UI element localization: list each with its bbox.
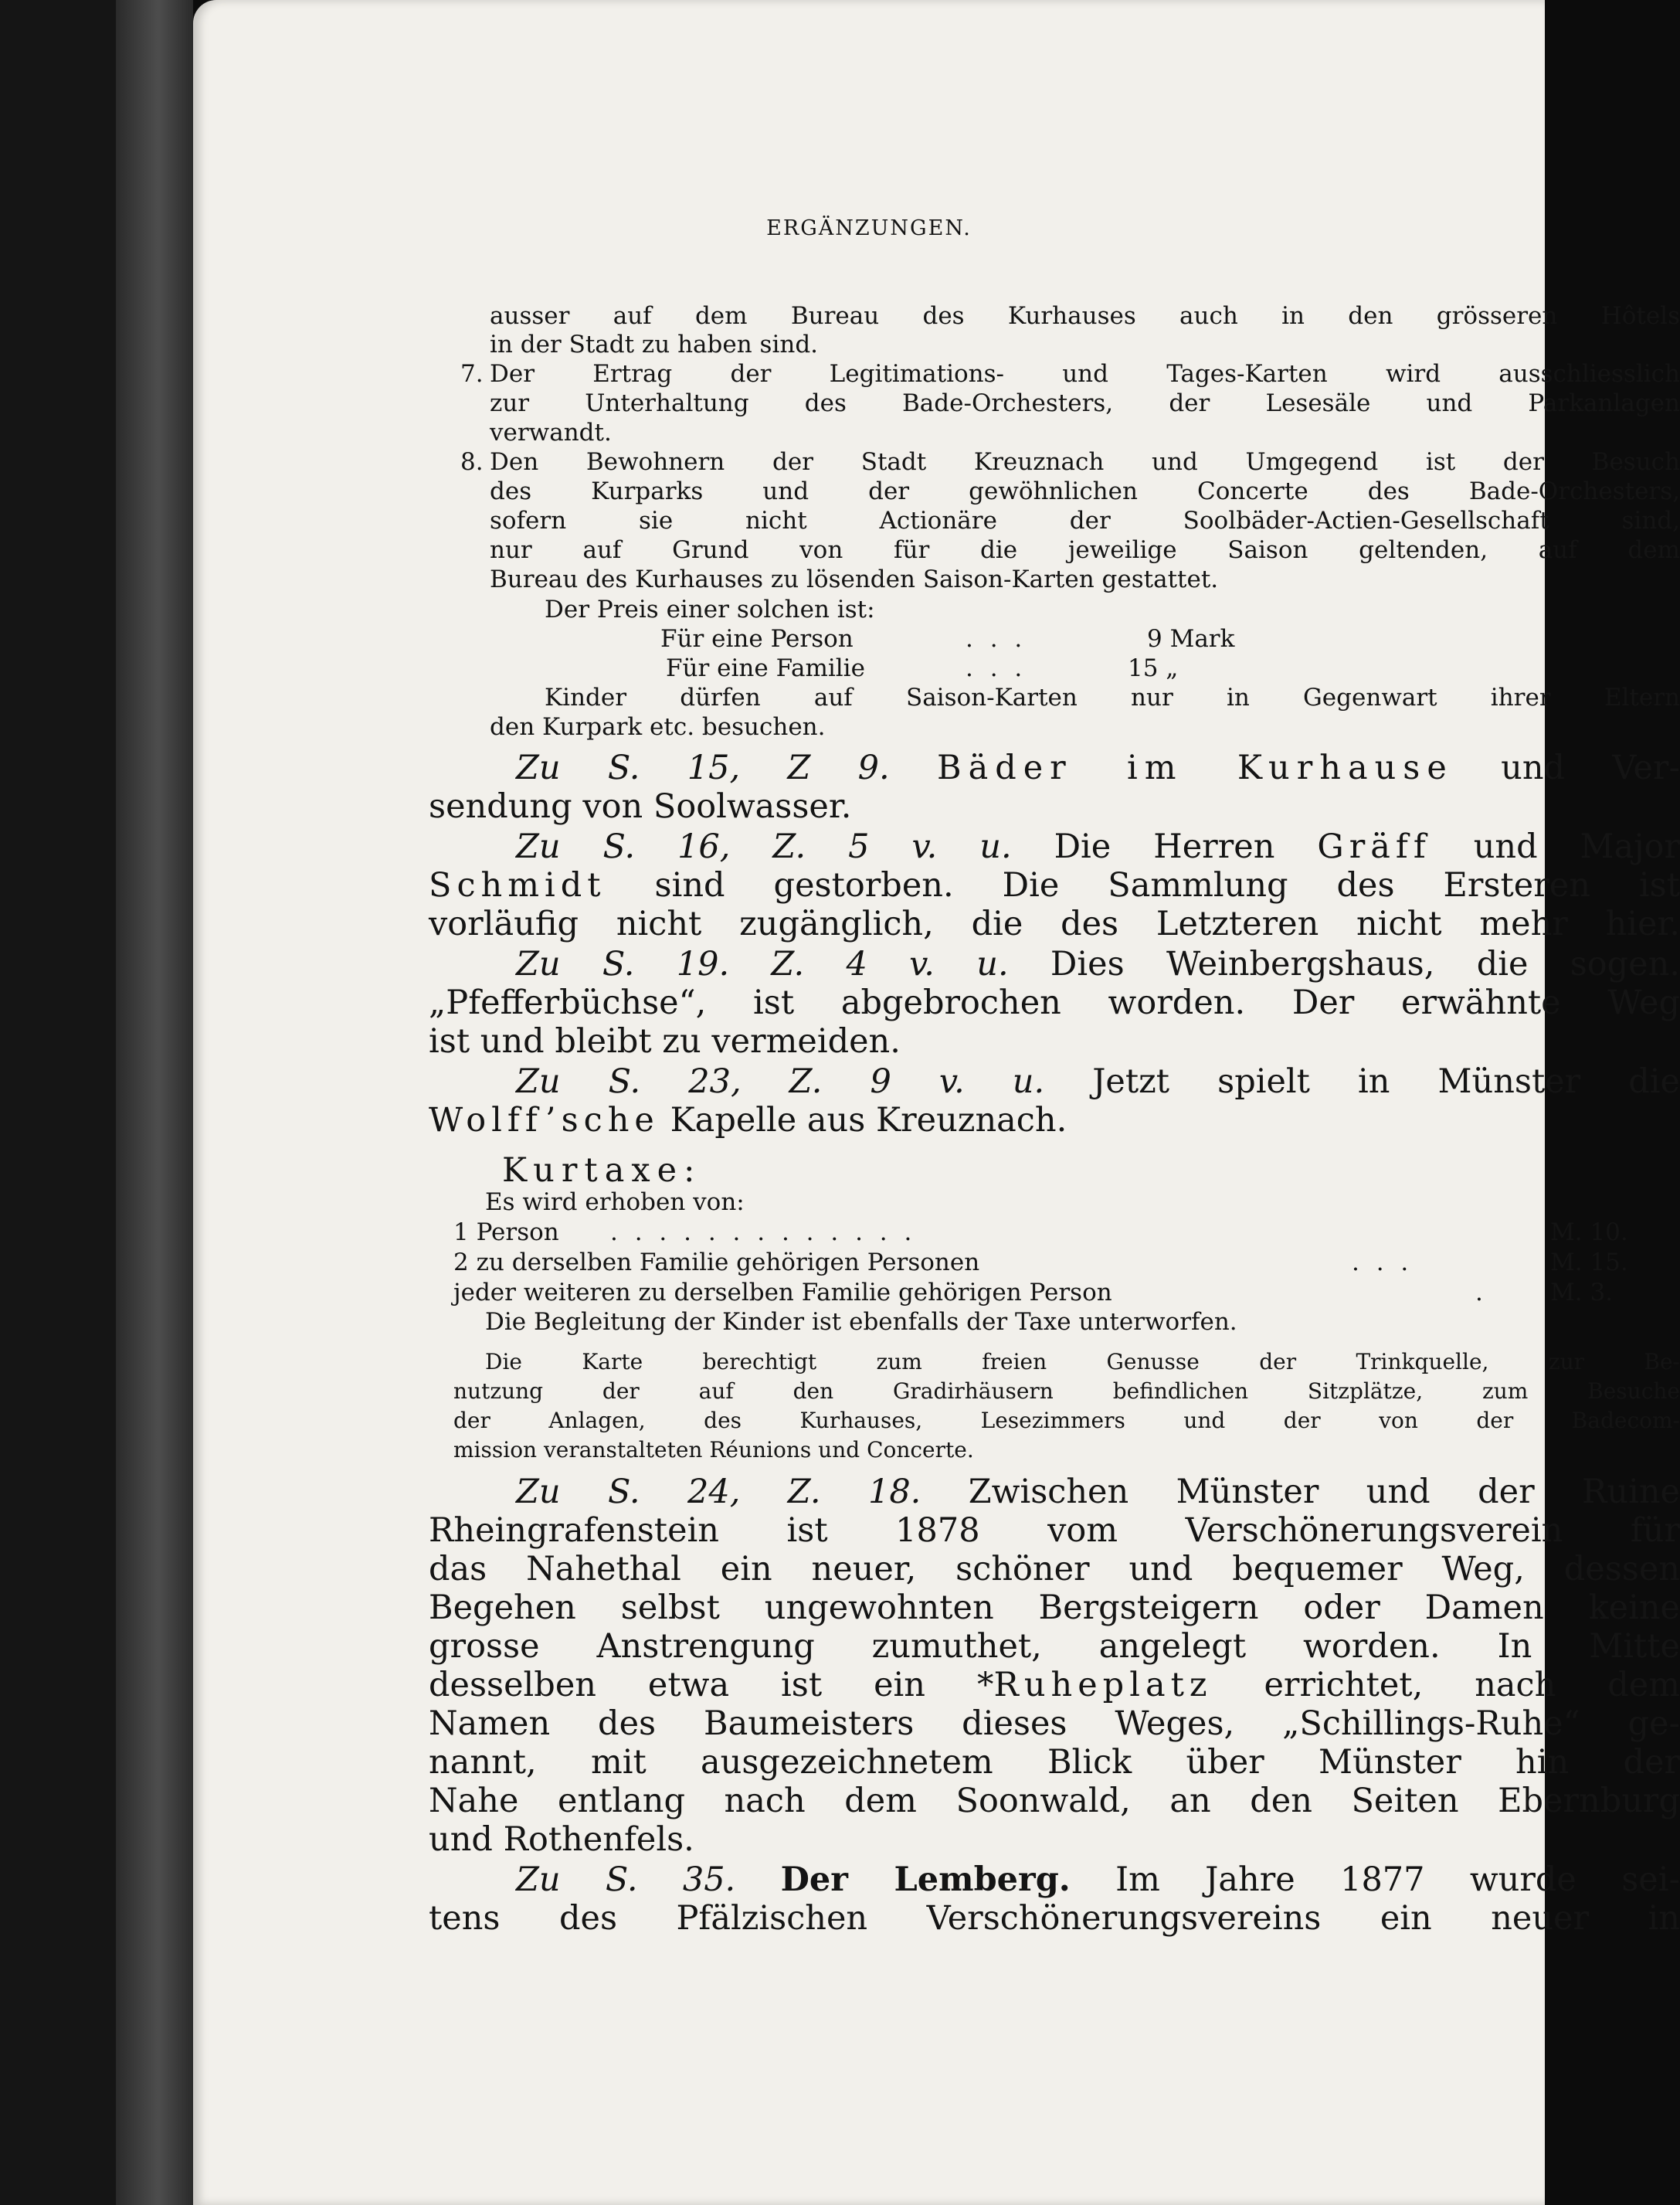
tax-leader: . . . . . . . . . . . . . (610, 1218, 917, 1246)
text-line: Zu S. 19. Z. 4 v. u. Dies Weinbergshaus, die sogen. (516, 945, 1680, 984)
text-line: ist und bleibt zu vermeiden. (429, 1022, 901, 1061)
page-reference: Zu S. 16, Z. 5 v. u. (516, 827, 1012, 866)
text-line: Bureau des Kurhauses zu lösenden Saison-Karten gestattet. (490, 566, 1219, 593)
page-reference: Zu S. 35. (516, 1860, 736, 1899)
text-line: grosse Anstrengung zumuthet, angelegt worden. In Mitte (429, 1627, 1680, 1666)
note-line: der Anlagen, des Kurhauses, Lesezimmers und der von der Badecom- (453, 1408, 1680, 1433)
text-line: sendung von Soolwasser. (429, 787, 852, 826)
page-reference: Zu S. 24, Z. 18. (516, 1473, 921, 1511)
text-line: „Pfefferbüchse“, ist abgebrochen worden. Der erwähnte Weg (429, 984, 1680, 1022)
book-page (193, 0, 1680, 2205)
text-line: tens des Pfälzischen Verschönerungsvereins ein neuer in (429, 1899, 1680, 1938)
text-line: in der Stadt zu haben sind. (490, 331, 819, 358)
tax-label: jeder weiteren zu derselben Familie gehörigen Person (453, 1279, 1112, 1306)
tax-leader: . (1475, 1279, 1488, 1306)
text-line: Zu S. 15, Z 9. Bäder im Kurhause und Ver- (516, 749, 1680, 787)
text-line: Den Bewohnern der Stadt Kreuznach und Umgegend ist der Besuch (490, 448, 1680, 476)
text-line: vorläufig nicht zugänglich, die des Letzteren nicht mehr hier. (429, 905, 1680, 943)
text-line: und Rothenfels. (429, 1820, 694, 1859)
tax-amount: M. 15. (1550, 1249, 1628, 1276)
spaced-name: Gräff (1317, 827, 1431, 866)
book-binding (0, 0, 116, 2205)
text-line: das Nahethal ein neuer, schöner und bequemer Weg, dessen (429, 1550, 1680, 1588)
text-line: Zu S. 24, Z. 18. Zwischen Münster und der Ruine (516, 1473, 1680, 1511)
text-line: den Kurpark etc. besuchen. (490, 713, 826, 741)
price-value: 9 Mark (1147, 625, 1235, 653)
text-line: Zu S. 35. Der Lemberg. Im Jahre 1877 wurde sei- (516, 1860, 1680, 1899)
price-leader: . . . (966, 654, 1027, 682)
text-line: Der Preis einer solchen ist: (545, 596, 875, 623)
page-reference: Zu S. 15, Z 9. (516, 749, 890, 787)
tax-amount: M. 10. (1550, 1218, 1628, 1246)
text-line: Zu S. 16, Z. 5 v. u. Die Herren Gräff und Major (516, 827, 1680, 866)
text-line: Rheingrafenstein ist 1878 vom Verschönerungsverein für (429, 1511, 1680, 1550)
price-label: Für eine Familie (666, 654, 865, 682)
text-line: desselben etwa ist ein *Ruheplatz errichtet, nach dem (429, 1666, 1680, 1704)
note-line: mission veranstalteten Réunions und Concerte. (453, 1437, 974, 1463)
kurtaxe-heading: Kurtaxe: (502, 1151, 702, 1190)
tax-leader: . . . (1352, 1249, 1414, 1276)
text-line: Schmidt sind gestorben. Die Sammlung des Ersteren ist (429, 866, 1680, 905)
text-line: Nahe entlang nach dem Soonwald, an den Seiten Ebernburg (429, 1782, 1680, 1820)
tax-amount: M. 3. (1550, 1279, 1614, 1306)
spaced-name: Schmidt (429, 866, 606, 905)
text-line: Es wird erhoben von: (485, 1188, 745, 1216)
price-leader: . . . (966, 625, 1027, 653)
page-reference: Zu S. 23, Z. 9 v. u. (516, 1062, 1045, 1101)
text-line: sofern sie nicht Actionäre der Soolbäder-Actien-Gesellschaft sind, (490, 507, 1680, 535)
text-line: Zu S. 23, Z. 9 v. u. Jetzt spielt in Münster die (516, 1062, 1680, 1101)
text-line: Namen des Baumeisters dieses Weges, „Schillings-Ruhe“ ge- (429, 1704, 1680, 1743)
tax-label: 2 zu derselben Familie gehörigen Personen (453, 1249, 980, 1276)
text-line: Kinder dürfen auf Saison-Karten nur in Gegenwart ihrer Eltern (545, 684, 1680, 712)
spaced-term: Bäder im Kurhause (936, 749, 1454, 787)
text-line: des Kurparks und der gewöhnlichen Concerte des Bade-Orchesters, (490, 477, 1680, 505)
binding-edge (116, 0, 193, 2205)
text-line: ausser auf dem Bureau des Kurhauses auch in den grösseren Hôtels (490, 302, 1680, 330)
note-line: nutzung der auf den Gradirhäusern befindlichen Sitzplätze, zum Besuche (453, 1378, 1680, 1404)
text-line: nannt, mit ausgezeichnetem Blick über Münster hin der (429, 1743, 1680, 1782)
running-head: ERGÄNZUNGEN. (766, 216, 972, 240)
text-line: Die Begleitung der Kinder ist ebenfalls der Taxe unterworfen. (485, 1308, 1237, 1336)
text-line: Der Ertrag der Legitimations- und Tages-Karten wird ausschliesslich (490, 360, 1680, 388)
page-reference: Zu S. 19. Z. 4 v. u. (516, 945, 1009, 984)
price-label: Für eine Person (660, 625, 854, 653)
text-line: zur Unterhaltung des Bade-Orchesters, der Lesesäle und Parkanlagen (490, 389, 1680, 417)
bold-term: Der Lemberg. (780, 1860, 1071, 1899)
text-line: Wolff’sche Kapelle aus Kreuznach. (429, 1101, 1067, 1140)
tax-label: 1 Person (453, 1218, 559, 1246)
spaced-term: Ruheplatz (993, 1666, 1213, 1704)
note-line: Die Karte berechtigt zum freien Genusse der Trinkquelle, zur Be- (485, 1349, 1680, 1374)
text-line: nur auf Grund von für die jeweilige Saison geltenden, auf dem (490, 536, 1680, 564)
item-number: 8. (460, 448, 484, 476)
text-line: verwandt. (490, 419, 612, 447)
price-value: 15 „ (1128, 654, 1179, 682)
text-line: Begehen selbst ungewohnten Bergsteigern oder Damen keine (429, 1588, 1680, 1627)
item-number: 7. (460, 360, 484, 388)
spaced-name: Wolff’sche (429, 1101, 660, 1140)
